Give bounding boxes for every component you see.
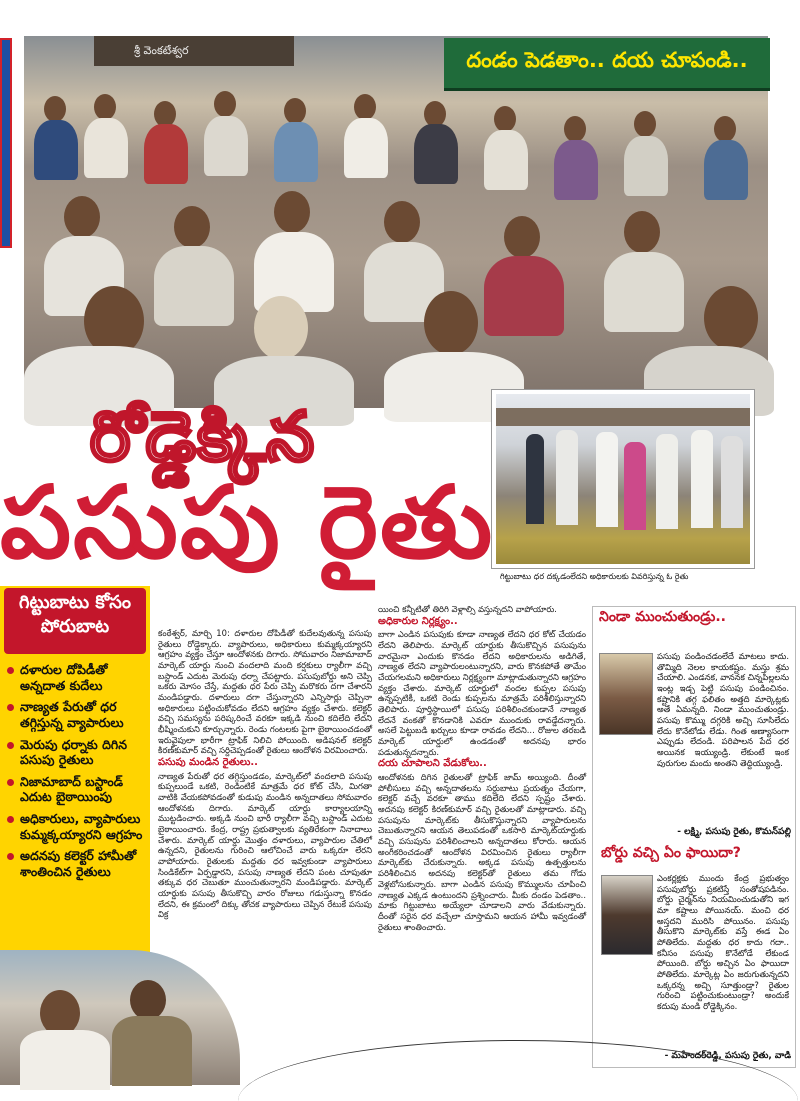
sidebar-item: నాణ్యత పేరుతో ధర తగ్గిస్తున్న వ్యాపారులు bbox=[6, 699, 148, 730]
inset-photo-caption: గిట్టుబాటు ధర దక్కడంలేదని అధికారులకు వివరిస్తున్న ఓ రైతు bbox=[500, 572, 689, 581]
quote-body: పసుపు పండించడంలేదే మాటలు కాదు. తొమ్మిది నెలల కాయకష్టం. మస్తు శ్రమ చేయాలి. ఎండనక, వాననక చిన్నపిల్లలను ఇంట్ల ఇడ్చ పెట్టి పసుపు పండించినం. కష్టానికి తగ్గ ఫలితం అత్తది మార్కెట్లకు అతే ఏమన్నది. నిండా ముంచుతుండ్రు. పసుపు కొమ్ము దగ్గరికి అచ్చి సూసిలేదు లేదు కొనేటోడు లేడు. గింత అణ్యాసంగా ఎప్పుడు లేదండి. పరిపాలన పేద ధర అయినక ఇయ్యుండ్రి. లేకుంటే ఇంక పురుగుల మందు అంతని తెద్దియ్యుండ్రి. bbox=[657, 651, 789, 768]
article-paragraph: బాగా ఎండిన పసుపుకు కూడా నాణ్యత లేదని ధర కోట్ చేయడం లేదని తెలిపారు. మార్కెట్ యార్డుకు తీసుకొచ్చిన పసుపును వారమైనా ఎందుకు కొనడం లేదని అధికారులను అడిగితే, నాణ్యత లేదని వ్యాపారులంటున్నారని, వారు కొనకపోతే తామేం చేయగలమని అధికారులు నిర్లక్ష్యంగా మాట్లాడుతున్నారని ఆగ్రహం వ్యక్తం చేశారు. మార్కెట్ యార్డులో వందల కుప్పల పసుపు ఉన్నప్పటికీ, ఒకటి రెండు కుప్పలను మాత్రమే పరిశీలిస్తున్నారని తెలిపారు. పూర్తిస్థాయిలో పసుపు పరిశీలించకుండానే నాణ్యత లేదనే వంకతో కొనడానికి ఎవరూ ముందుకు రావడ్డేదన్నారు. అసలే పెట్టుబడి ఖర్చులు కూడా రావడం లేదని... రోజుల తరబడి మార్కెట్ యార్డులో ఉండడంతో అదనపు భారం పడుతున్నదన్నారు. bbox=[378, 629, 586, 757]
main-photo-protest bbox=[24, 36, 768, 408]
quote-body: ఎంకర్లక్షకు ముందు కేంద్ర ప్రభుత్వం పసుపుబోర్డు ప్రకటిస్తే సంతోషపడినం. బోర్డు చైర్మన్‌ను నియమించుడుతోని ఇగ మా కష్టాలు పోయినయ్. మంచి ధర అస్తదని మురిసి పోయినం. పసుపు తీసుకొని మార్కెట్‌కు వస్తే ఈడ ఏం పోతిలేదు. మద్దతు ధర కాదు గదా.. కనీసం పసుపు కొనేటోడే లేకుండ పోయింది. బోర్డు అచ్చిన ఏం ఫాయిదా పోతిలేదు. మార్కెట్ల ఏం జరుగుతున్నదని ఒక్కరన్న అచ్చి సూత్తుండ్రా? రైతుల గురించి పట్టించుకుంటుండ్రా? అందుకే కదుపు మండి రోడ్డెక్కినం. bbox=[657, 873, 789, 1012]
farmer-photo-mahender bbox=[601, 875, 653, 955]
quote-byline: - మహేందర్‌రెడ్డి, పసుపు రైతు, వాడి bbox=[664, 1051, 791, 1061]
article-paragraph: కంఠేశ్వర్, మార్చి 10: దళారుల దోపిడీతో కుదేలవుతున్న పసుపు రైతులు రోడ్డెక్కారు. వ్యాపారులు, అధికారులు కుమ్మక్కయ్యారని ఆగ్రహం వ్యక్తం చేస్తూ ఆందోళనకు దిగారు. సోమవారం నిజామాబాద్ మార్కెట్ యార్డు నుంచి వందలాది మంది కర్షకులు ర్యాలీగా వచ్చి బస్టాండ్ ఎదుట మెరుపు ధర్నా చేపట్టారు. పసుపుబోర్డు అని చెప్పి ఒకరు మోసం చేస్తే, మద్దతు ధర పేరు చెప్పి మరొకరు దగా చేశారని మండిపడ్డారు. దళారులు దగా చేస్తున్నారని ఎన్నిసార్లు చెప్పినా అధికారులు పట్టించుకోవడం లేదని ఆగ్రహం వ్యక్తం చేశారు. కలెక్టర్ వచ్చి సమస్యను పరిష్కరించే వరకూ ఇక్కడి నుంచి కదిలేది లేదని భీష్మించుకుని కూర్చున్నారు. రెండు గంటలకు పైగా బైఠాయించడంతో ఇరువైపులా భారీగా ట్రాఫిక్ నిలిచి పోయింది. అడిషనల్ కలెక్టర్ కిరణ్‌కుమార్ వచ్చి సర్దిచెప్పడంతో రైతులు ఆందోళన విరమించారు. bbox=[158, 628, 372, 756]
photo-banner: దండం పెడతాం.. దయ చూపండి.. bbox=[444, 38, 770, 91]
sidebar-item: నిజామాబాద్ బస్టాండ్ ఎదుట బైఠాయింపు bbox=[6, 774, 148, 805]
article-paragraph: నాణ్యత పేరుతో ధర తగ్గిస్తుండడం, మార్కెట్‌లో వందలాది పసుపు కుప్పలుండే ఒకటి, రెండింటికే మాత్రమే ధర కోట్ చేసి, మిగతా వాటికి వేయకపోవడంతో కుడుపు మండిన అన్నదాతలు సోమవారం ఆందోళనకు దిగారు. మార్కెట్ యార్డు కార్యాలయాన్ని ముట్టడించారు. అక్కడి నుంచి భారీ ర్యాలీగా వచ్చి బస్టాండ్ ఎదుట బైఠాయించారు. కేంద్ర, రాష్ట్ర ప్రభుత్వాలకు వ్యతిరేకంగా నినాదాలు చేశారు. మార్కెట్ యార్డు మొత్తం దళారులు, వ్యాపారుల చేతిలో ఉన్నదని, రైతులను గురించి ఆలోచించే వారు ఒక్కరూ లేరని వాపోయారు. రైతులకు మద్దతు ధర ఇవ్వకుండా వ్యాపారులు సిండికేట్‌గా ఏర్పడ్డారని, పసుపు నాణ్యత లేదని పంట చూపుతూ తక్కువ ధర చెబుతూ ముంచుతున్నారని మండిపడ్డారు. మార్కెట్ యార్డుకు పసుపు తీసుకొచ్చి వారం రోజులు గడుస్తున్నా కొనడం లేదని, ఈ క్రమంలో దిక్కు తోచక వ్యాపారులు చెప్పిన రేటుకే పసుపు విక్ర bbox=[158, 770, 372, 920]
farmer-quotes-box bbox=[592, 606, 796, 1068]
article-column-2 bbox=[378, 604, 586, 932]
article-column-1 bbox=[158, 628, 372, 920]
quote-title: బోర్డు వచ్చి ఏం ఫాయిదా? bbox=[601, 845, 741, 861]
article-subheading: అధికారుల నిర్లక్ష్యం.. bbox=[378, 615, 458, 627]
quote-title: నిండా ముంచుతుండ్రు.. bbox=[599, 609, 726, 625]
sidebar-item: మెరుపు ధర్నాకు దిగిన పసుపు రైతులు bbox=[6, 737, 148, 768]
article-paragraph: యించి కన్నీటితో తిరిగి వెళ్లాల్సి వస్తున్నదని వాపోయారు. bbox=[378, 604, 557, 614]
article-subheading: పసుపు మండిన రైతులు.. bbox=[158, 757, 258, 769]
sidebar-item: అదనపు కలెక్టర్ హామీతో శాంతించిన రైతులు bbox=[6, 848, 148, 879]
headline-line-1: రోడ్డెక్కిన bbox=[90, 398, 316, 477]
sidebar-item: అధికారులు, వ్యాపారులు కుమ్మక్కయ్యారని ఆగ్రహం bbox=[6, 811, 148, 842]
shop-sign-text: శ్రీ వెంకటేశ్వర bbox=[134, 44, 189, 57]
sidebar-title: గిట్టుబాటు కోసం పోరుబాట bbox=[4, 588, 146, 654]
headline-line-2: పసుపు రైతు bbox=[0, 464, 495, 581]
shop-sign bbox=[94, 36, 294, 66]
bottom-photo-officials bbox=[0, 950, 240, 1085]
article-subheading: దయ చూపాలని వేడుకోలు.. bbox=[378, 758, 487, 770]
article-paragraph: ఆందోళనకు దిగిన రైతులతో ట్రాఫిక్ జామ్ అయ్యింది. దీంతో పోలీసులు వచ్చి అన్నదాతలను సర్దుబాటు ప్రయత్నం చేయగా, కలెక్టర్ వచ్చే వరకూ తాము కదిలేది లేదని స్పష్టం చేశారు. అదనపు కలెక్టర్ కిరణ్‌కుమార్ వచ్చి రైతులతో మాట్లాడారు. వచ్చి పసుపును మార్కెట్‌కు తీసుకొస్తున్నారని వ్యాపారులను చెబుతున్నారని ఆయన తెలుపడంతో ఒకసారి మార్కెట్‌యార్డుకు వచ్చి పసుపును పరిశీలించాలని అన్నదాతలు కోరారు. ఆయన అంగీకరించడంతో ఆందోళన విరమించిన రైతులు ర్యాలీగా మార్కెట్‌కు చేరుకున్నారు. అక్కడ పసుపు ఉత్పత్తులను పరిశీలించిన అదనపు కలెక్టర్‌తో రైతులు తమ గోడు వెళ్లబోసుకున్నారు. బాగా ఎండిన పసుపు కొమ్ములను చూపించి నాణ్యత ఎక్కడ ఉంటుందని ప్రశ్నించారు. మీకు దండం పెడతాం.. మాకు గిట్టుబాటు అయ్యేలా చూడాలని వారు వేడుకున్నారు. దీంతో సరైన ధర వచ్చేలా చూస్తామని ఆయన హామీ ఇవ్వడంతో రైతులు శాంతించారు. bbox=[378, 772, 586, 932]
sidebar-item: దళారుల దోపిడీతో అన్నదాత కుదేలు bbox=[6, 662, 148, 693]
inset-photo-officials bbox=[492, 390, 754, 568]
adjacent-article-edge bbox=[0, 38, 12, 248]
farmer-photo-lakshmi bbox=[599, 653, 653, 735]
sidebar-highlights-list bbox=[6, 662, 148, 886]
quote-byline: - లక్ష్మి, పసుపు రైతు, కొమన్‌పల్లి bbox=[677, 827, 791, 837]
